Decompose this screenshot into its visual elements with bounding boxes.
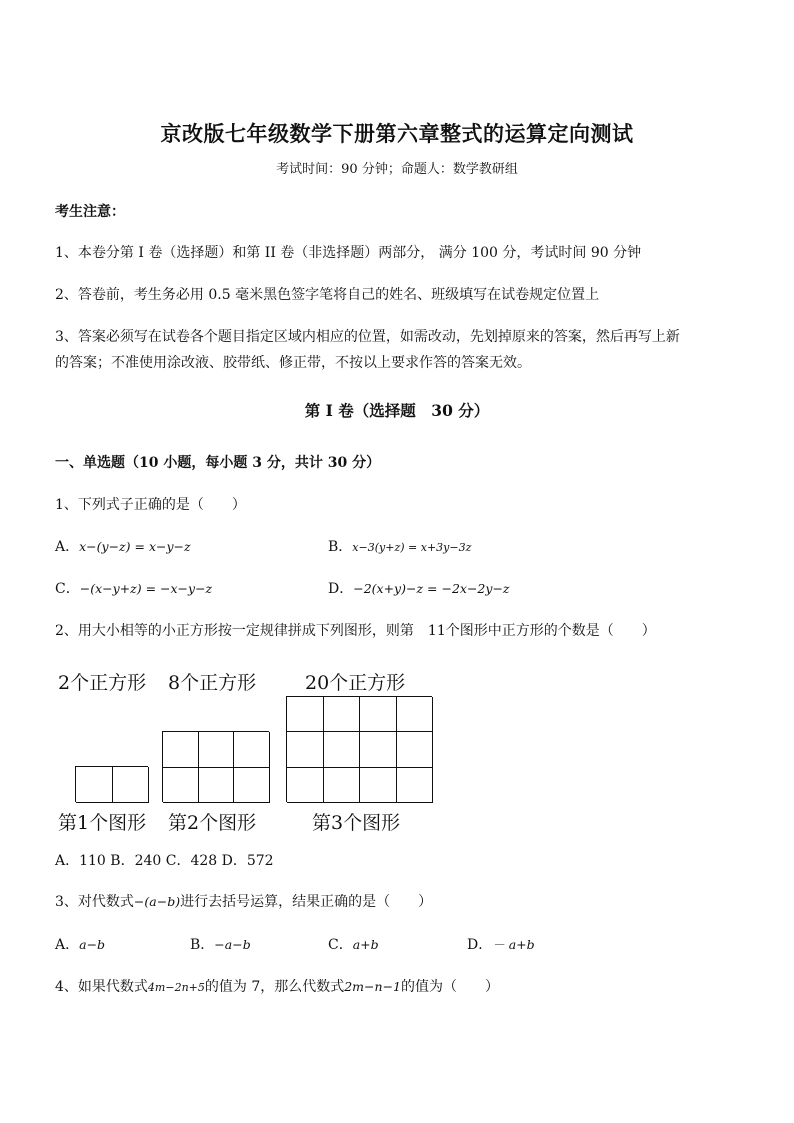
square-cell <box>199 732 235 768</box>
square-cell <box>287 768 324 803</box>
q3-option-b <box>190 934 251 954</box>
q3-stem-post: 进行去括号运算，结果正确的是（ ） <box>180 894 433 910</box>
square-cell <box>360 697 397 732</box>
figure-bottom-label-1: 第1个图形 <box>58 812 147 834</box>
square-cell <box>324 697 361 732</box>
q4-stem-mid: 的值为 7，那么代数式 <box>204 979 345 995</box>
figure-3-squares <box>286 696 432 802</box>
page-title: 京改版七年级数学下册第六章整式的运算定向测试 <box>160 121 634 146</box>
q1-stem: 1、下列式子正确的是（ ） <box>55 497 246 513</box>
figure-bottom-label-2: 第2个图形 <box>168 812 257 834</box>
q1-option-d-expr: −2(x+y)−z = −2x−2y−z <box>353 581 510 596</box>
square-cell <box>397 697 434 732</box>
q1-option-b-expr: x−3(y+z) = x+3y−3z <box>352 541 472 554</box>
q3-option-a-expr: a−b <box>79 937 106 952</box>
q3-option-d-expr: － a+b <box>492 937 535 952</box>
square-cell <box>234 732 270 768</box>
figure-top-label-1: 2个正方形 <box>58 672 147 694</box>
q3-stem-pre: 3、对代数式 <box>55 894 134 910</box>
figure-bottom-label-3: 第3个图形 <box>312 812 401 834</box>
square-cell <box>397 768 434 803</box>
q2-stem: 2、用大小相等的小正方形按一定规律拼成下列图形，则第 11个图形中正方形的个数是（ ） <box>55 623 656 639</box>
notice-item-2: 2、答卷前，考生务必用 0.5 毫米黑色签字笔将自己的姓名、班级填写在试卷规定位置上 <box>55 287 600 303</box>
q3-option-c-expr: a+b <box>352 937 379 952</box>
q4-expr-1: 4m−2n+5 <box>147 981 205 994</box>
square-cell <box>397 732 434 767</box>
q4-expr-2: 2m−n−1 <box>344 979 401 994</box>
q4-stem <box>55 976 499 996</box>
q1-option-d <box>328 578 510 598</box>
q3-option-c-label: C． <box>328 937 353 953</box>
q2-options: A．110 B．240 C．428 D．572 <box>55 853 274 869</box>
notice-heading: 考生注意： <box>55 204 125 220</box>
q3-option-b-label: B． <box>190 937 215 953</box>
square-cell <box>163 732 199 768</box>
q3-stem-expr: −(a−b) <box>133 894 181 909</box>
square-cell <box>324 732 361 767</box>
q1-option-a-expr: x−(y−z) = x−y−z <box>79 539 191 554</box>
q1-option-a-label: A． <box>55 539 80 555</box>
figure-top-label-3: 20个正方形 <box>305 672 406 694</box>
q3-option-c <box>328 934 379 954</box>
figure-2-squares <box>162 731 269 802</box>
q3-option-d-label: D． <box>467 937 493 953</box>
figure-1-squares <box>75 766 148 802</box>
q3-option-a-label: A． <box>55 937 80 953</box>
square-cell <box>360 732 397 767</box>
figure-top-label-2: 8个正方形 <box>168 672 257 694</box>
square-cell <box>324 768 361 803</box>
notice-item-3: 3、答案必须写在试卷各个题目指定区域内相应的位置，如需改动，先划掉原来的答案，然后再写上新 <box>55 329 680 345</box>
q1-option-c <box>55 578 212 598</box>
square-cell <box>234 768 270 804</box>
q1-option-c-expr: −(x−y+z) = −x−y−z <box>79 581 213 596</box>
q3-option-b-expr: −a−b <box>214 937 251 952</box>
square-cell <box>287 697 324 732</box>
q1-option-b <box>328 536 471 556</box>
square-cell <box>113 767 150 803</box>
notice-item-3-cont: 的答案；不准使用涂改液、胶带纸、修正带，不按以上要求作答的答案无效。 <box>55 355 531 371</box>
notice-item-1: 1、本卷分第 I 卷（选择题）和第 II 卷（非选择题）两部分， 满分 100 分，考试时间 90 分钟 <box>55 245 642 261</box>
q1-option-b-label: B． <box>328 539 353 555</box>
square-cell <box>360 768 397 803</box>
square-cell <box>287 732 324 767</box>
q1-option-c-label: C． <box>55 581 80 597</box>
q3-stem <box>55 891 432 911</box>
q4-stem-pre: 4、如果代数式 <box>55 979 148 995</box>
square-cell <box>163 768 199 804</box>
square-cell <box>76 767 113 803</box>
q3-option-d <box>467 934 535 954</box>
square-cell <box>199 768 235 804</box>
q3-option-a <box>55 934 105 954</box>
q1-option-a <box>55 536 191 556</box>
q4-stem-post: 的值为（ ） <box>401 979 499 995</box>
exam-info: 考试时间：90 分钟；命题人：数学教研组 <box>276 162 518 177</box>
part-heading: 一、单选题（10 小题，每小题 3 分，共计 30 分） <box>55 455 381 471</box>
q1-option-d-label: D． <box>328 581 354 597</box>
section-title: 第 I 卷（选择题 30 分） <box>304 401 490 420</box>
